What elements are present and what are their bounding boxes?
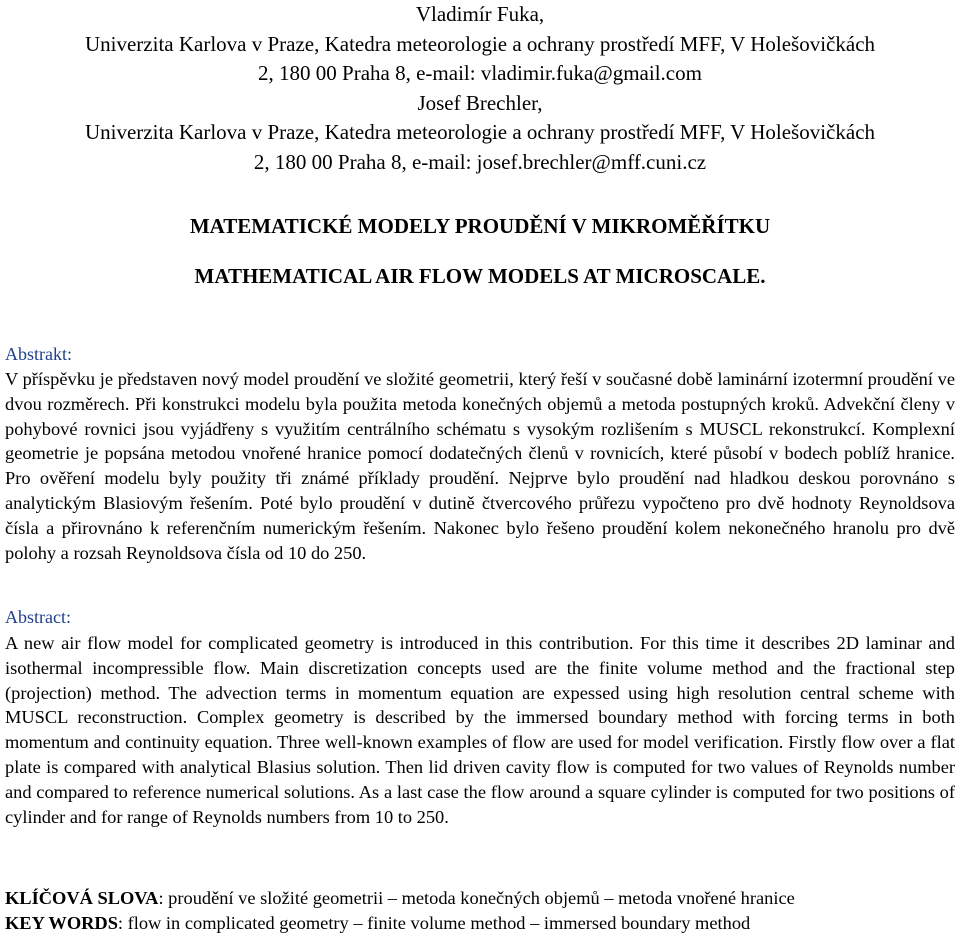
keywords-english-text: : flow in complicated geometry – finite volume method – immersed boundary method: [117, 913, 751, 933]
keywords-czech-label: KLÍČOVÁ SLOVA: [5, 888, 159, 908]
author1-affiliation-line2: 2, 180 00 Praha 8, e-mail: vladimir.fuka@gmail.com: [258, 61, 702, 85]
abstract-english-label: Abstract:: [5, 607, 71, 627]
title-english: MATHEMATICAL AIR FLOW MODELS AT MICROSCALE.: [194, 264, 766, 288]
keywords-english-label: KEY WORDS: [5, 913, 118, 933]
author2-affiliation-line2: 2, 180 00 Praha 8, e-mail: josef.brechler@mff.cuni.cz: [253, 149, 707, 174]
abstract-czech-text: V příspěvku je představen nový model proudění ve složité geometrii, který řeší v současné době laminární izotermní proudění ve dvou rozměrech. Při konstrukci modelu byla použita metoda konečných objemů a metoda postupných kroků. Advekční členy v pohybové rovnici jsou vyjádřeny s využitím centrálního schématu s vysokým rozlišením s MUSCL rekonstrukcí. Komplexní geometrie je popsána metodou vnořené hranice pomocí dodatečných členů v rovnicích, které působí v bodech poblíž hranice. Pro ověření modelu byly použity tři známé příklady proudění. Nejprve bylo proudění nad hladkou deskou porovnáno s analytickým Blasiovým řešením. Poté bylo proudění v dutině čtvercového průřezu vypočteno pro dvě hodnoty Reynoldsova čísla a přirovnáno k referenčním numerickým řešením. Nakonec bylo řešeno proudění kolem nekonečného hranolu pro dvě polohy a rozsah Reynoldsova čísla od 10 do 250.: [5, 369, 955, 563]
abstract-czech-label: Abstrakt:: [5, 344, 72, 364]
title-czech: MATEMATICKÉ MODELY PROUDĚNÍ V MIKROMĚŘÍTKU: [189, 214, 771, 238]
author1-name: Vladimír Fuka,: [415, 2, 545, 26]
keywords-english: [5, 911, 750, 936]
keywords-czech-text: : proudění ve složité geometrii – metoda konečných objemů – metoda vnořené hranice: [158, 888, 795, 908]
author2-name: Josef Brechler,: [417, 90, 543, 115]
abstract-english-text: A new air flow model for complicated geometry is introduced in this contribution. For this time it describes 2D laminar and isothermal incompressible flow. Main discretization concepts used are the finite volume method and the fractional step (projection) method. The advection terms in momentum equation are expessed using high resolution central scheme with MUSCL reconstruction. Complex geometry is described by the immersed boundary method with forcing terms in both momentum and continuity equation. Three well-known examples of flow are used for model verification. Firstly flow over a flat plate is compared with analytical Blasius solution. Then lid driven cavity flow is computed for two values of Reynolds number and compared to reference numerical solutions. As a last case the flow around a square cylinder is computed for two positions of cylinder and for range of Reynolds numbers from 10 to 250.: [5, 633, 955, 827]
author1-affiliation-line1: Univerzita Karlova v Praze, Katedra meteorologie a ochrany prostředí MFF, V Holešovičkách: [84, 31, 876, 56]
author-block: [0, 0, 960, 177]
keywords-czech: [5, 886, 795, 911]
author2-affiliation-line1: Univerzita Karlova v Praze, Katedra meteorologie a ochrany prostředí MFF, V Holešovičkách: [84, 120, 876, 144]
